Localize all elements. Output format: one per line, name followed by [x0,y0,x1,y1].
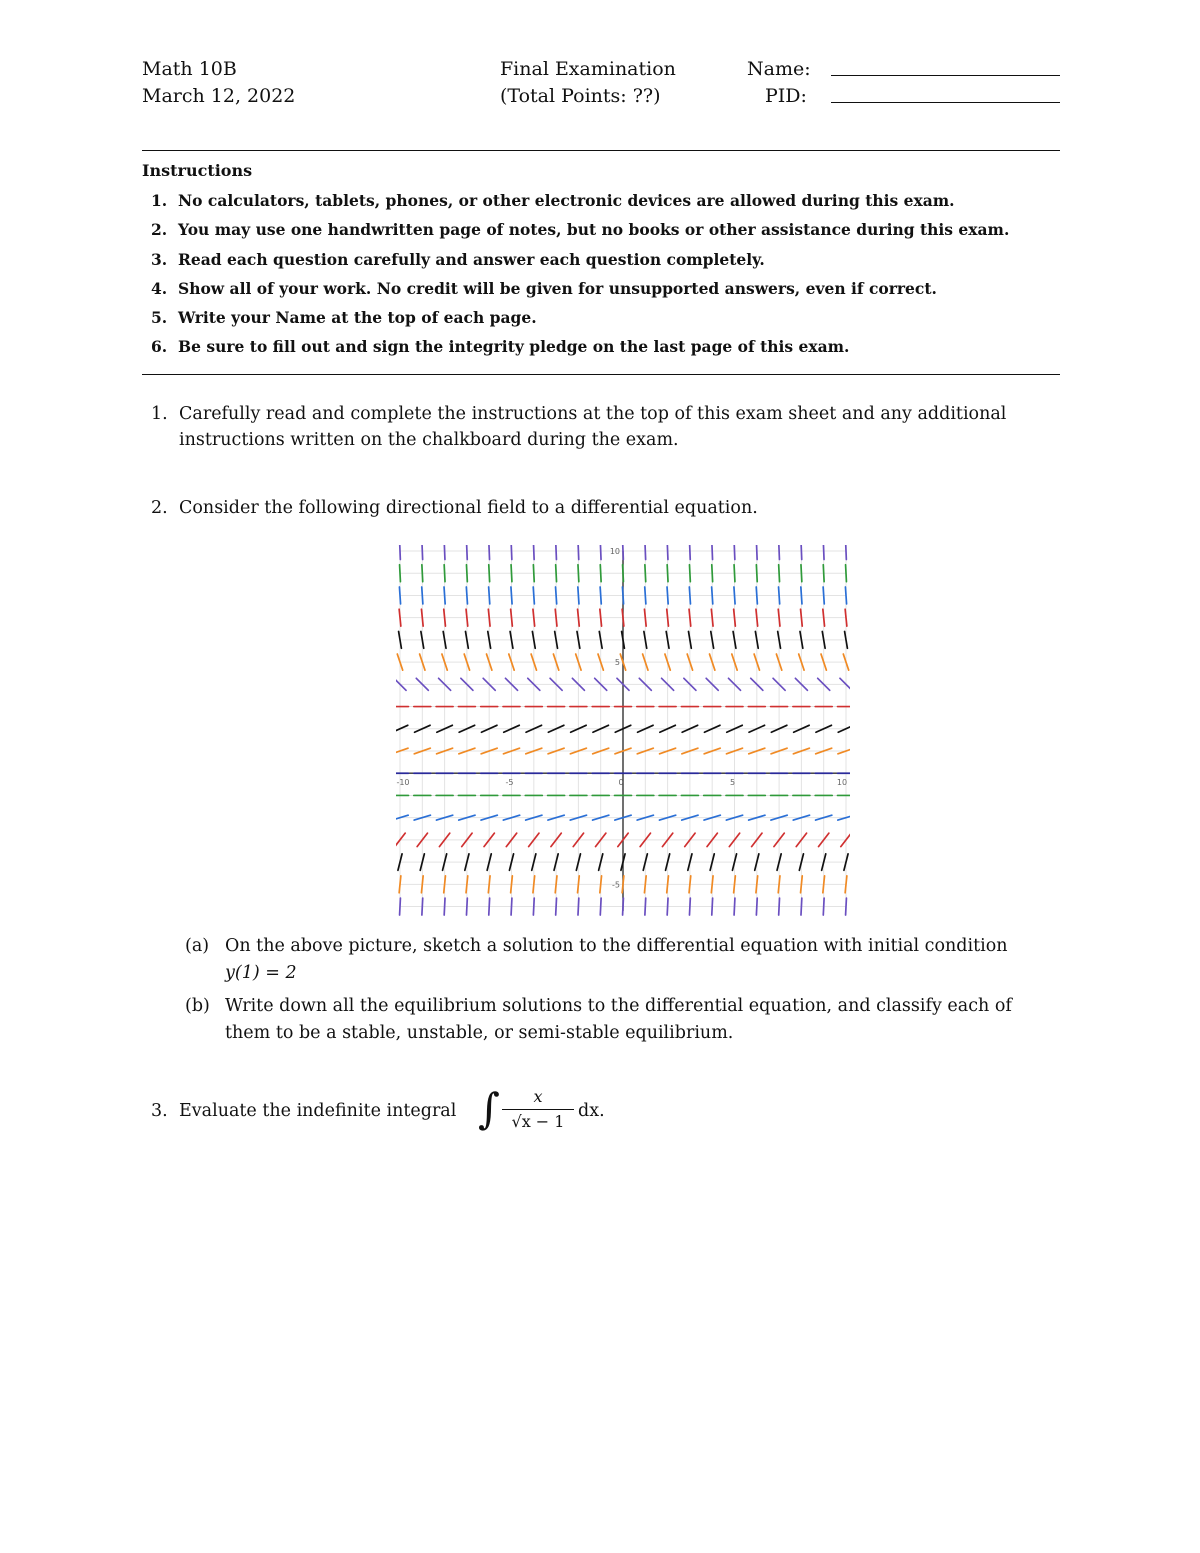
slope-segment [823,565,824,582]
slope-segment [801,609,803,626]
slope-segment [444,609,446,626]
slope-segment [600,898,601,915]
slope-segment [801,898,802,915]
slope-segment [556,545,557,559]
slope-segment [600,545,601,559]
slope-segment [399,876,401,893]
question-2a-text: On the above picture, sketch a solution to the differential equation with initial condition [225,935,1008,956]
slope-segment [779,898,780,915]
integral-sign-icon: ∫ [478,1083,500,1133]
slope-segment [644,609,646,626]
slope-segment [400,545,401,559]
slope-segment [533,876,535,893]
integral-differential: dx. [578,1100,605,1121]
slope-segment [734,898,735,915]
question-2b: (b) Write down all the equilibrium solutions to the differential equation, and classify each of them to be a stable, unstable, or semi-stable equilibrium. [142,993,1060,1047]
slope-segment [667,587,668,604]
question-2-text: Consider the following directional field to a differential equation. [179,497,758,518]
slope-segment [466,587,467,604]
exam-title: Final Examination [500,58,676,80]
slope-segment [845,587,846,604]
direction-field-chart [396,545,850,917]
slope-segment [712,565,713,582]
slope-segment [667,545,668,559]
slope-segment [578,545,579,559]
slope-segment [466,609,468,626]
slope-segment [533,898,534,915]
question-1: 1. Carefully read and complete the instructions at the top of this exam sheet and any additional instructions written on the chalkboard during the exam. [142,401,1060,453]
question-3-text: Evaluate the indefinite integral [179,1100,457,1121]
slope-segment [756,587,757,604]
header-row-2 [142,85,1060,112]
slope-segment [444,565,445,582]
slope-segment [711,609,713,626]
slope-segment [533,545,534,559]
x-tick-label: 10 [836,778,848,788]
slope-segment [533,587,534,604]
slope-segment [667,876,669,893]
slope-segment [422,587,423,604]
slope-segment [578,565,579,582]
y-tick-label: 5 [614,658,620,668]
name-blank[interactable] [831,58,1060,76]
instruction-item: 1. No calculators, tablets, phones, or other electronic devices are allowed during this exam. [151,191,955,210]
slope-segment [845,876,847,893]
slope-segment [422,898,423,915]
integrand-denominator: √x − 1 [511,1111,565,1131]
slope-segment [801,587,802,604]
question-2b-text: Write down all the equilibrium solutions to the differential equation, and classify each of them to be a stable, unstable, or semi-stable equilibrium. [225,995,1012,1043]
slope-segment [444,587,445,604]
slope-segment [689,876,691,893]
slope-segment [801,545,802,559]
slope-segment [734,545,735,559]
slope-segment [466,565,467,582]
slope-segment [489,565,490,582]
slope-segment [511,587,512,604]
instruction-item: 6. Be sure to fill out and sign the integrity pledge on the last page of this exam. [151,337,850,357]
slope-segment [779,545,780,559]
y-tick-label: 10 [609,547,620,556]
slope-segment [555,609,557,626]
slope-segment [623,545,624,559]
slope-segment [756,898,757,915]
slope-segment [444,876,446,893]
slope-segment [756,565,757,582]
integral-expression [478,1083,618,1139]
question-3: 3. Evaluate the indefinite integral ∫ x √x − 1 dx. [142,1083,1060,1139]
slope-segment [645,565,646,582]
slope-segment [667,609,669,626]
x-tick-label: 5 [729,778,736,788]
slope-segment [421,876,423,893]
slope-segment [489,587,490,604]
slope-segment [689,587,690,604]
slope-segment [823,876,825,893]
slope-segment [823,898,824,915]
slope-segment [578,609,580,626]
slope-segment [689,565,690,582]
slope-segment [578,587,579,604]
slope-segment [846,898,847,915]
initial-condition: y(1) = 2 [225,962,297,983]
slope-segment [533,565,534,582]
slope-segment [556,898,557,915]
slope-segment [734,609,736,626]
slope-segment [734,876,736,893]
slope-segment [712,898,713,915]
slope-segment [422,565,423,582]
question-2a: (a) On the above picture, sketch a solution to the differential equation with initial condition y(1) = 2 [185,935,1008,983]
slope-segment [421,609,423,626]
slope-segment [734,565,735,582]
slope-segment [823,587,824,604]
slope-segment [578,876,580,893]
slope-segment [623,898,624,915]
slope-segment [645,587,646,604]
slope-segment [466,898,467,915]
slope-segment [489,898,490,915]
instruction-item: 2. You may use one handwritten page of notes, but no books or other assistance during this exam. [151,220,1010,240]
slope-segment [466,876,468,893]
integrand-numerator: x [533,1086,543,1106]
slope-segment [778,609,780,626]
course-name: Math 10B [142,58,237,80]
instruction-item: 4. Show all of your work. No credit will be given for unsupported answers, even if correct. [151,278,937,298]
header-row-1 [142,58,1060,85]
slope-segment [779,587,780,604]
slope-segment [489,545,490,559]
slope-segment [444,898,445,915]
slope-segment [511,876,513,893]
slope-segment [600,609,602,626]
direction-field-figure [396,545,850,917]
slope-segment [846,545,847,559]
divider-top [142,150,1060,151]
y-tick-label: -5 [612,880,620,890]
question-1-text: Carefully read and complete the instructions at the top of this exam sheet and any additional instructions written on the chalkboard during the exam. [179,403,1007,450]
slope-segment [712,545,713,559]
instruction-item: 5. Write your Name at the top of each page. [151,308,537,328]
slope-segment [578,898,579,915]
slope-segment [511,898,512,915]
slope-segment [667,898,668,915]
x-tick-label: -10 [396,778,410,788]
slope-segment [422,545,423,559]
question-2: 2. Consider the following directional field to a differential equation. [142,495,1060,521]
slope-segment [533,609,535,626]
slope-segment [734,587,735,604]
pid-label: PID: [765,85,807,107]
slope-segment [689,898,690,915]
slope-segment [756,545,757,559]
slope-segment [555,876,557,893]
slope-segment [556,565,557,582]
slope-segment [756,609,758,626]
slope-segment [511,565,512,582]
exam-date: March 12, 2022 [142,85,296,107]
slope-segment [511,545,512,559]
slope-segment [511,609,513,626]
integrand-fraction [502,1085,574,1134]
instruction-item: 3. Read each question carefully and answer each question completely. [151,249,765,269]
slope-segment [623,565,624,582]
slope-segment [779,565,780,582]
slope-segment [778,876,780,893]
slope-segment [600,565,601,582]
instructions-title: Instructions [142,161,253,180]
slope-segment [711,876,713,893]
slope-segment [399,587,400,604]
slope-segment [712,587,713,604]
slope-segment [622,587,623,604]
slope-segment [467,545,468,559]
slope-segment [444,545,445,559]
instructions-list [142,186,1060,362]
slope-segment [645,545,646,559]
slope-segment [644,876,646,893]
slope-segment [600,876,602,893]
x-tick-label: -5 [505,778,514,788]
slope-segment [823,545,824,559]
slope-segment [801,565,802,582]
slope-segment [845,609,847,626]
total-points: (Total Points: ??) [500,85,661,107]
slope-segment [689,609,691,626]
slope-segment [801,876,803,893]
pid-blank[interactable] [831,85,1060,103]
name-label: Name: [747,58,811,80]
slope-segment [846,565,847,582]
slope-segment [756,876,758,893]
slope-segment [488,876,490,893]
slope-segment [645,898,646,915]
x-tick-label: 0 [618,778,624,788]
slope-segment [667,565,668,582]
slope-segment [400,898,401,915]
slope-segment [488,609,490,626]
slope-segment [400,565,401,582]
exam-page [142,58,1060,1139]
slope-segment [690,545,691,559]
slope-segment [823,609,825,626]
slope-segment [600,587,601,604]
slope-segment [399,609,401,626]
slope-segment [556,587,557,604]
